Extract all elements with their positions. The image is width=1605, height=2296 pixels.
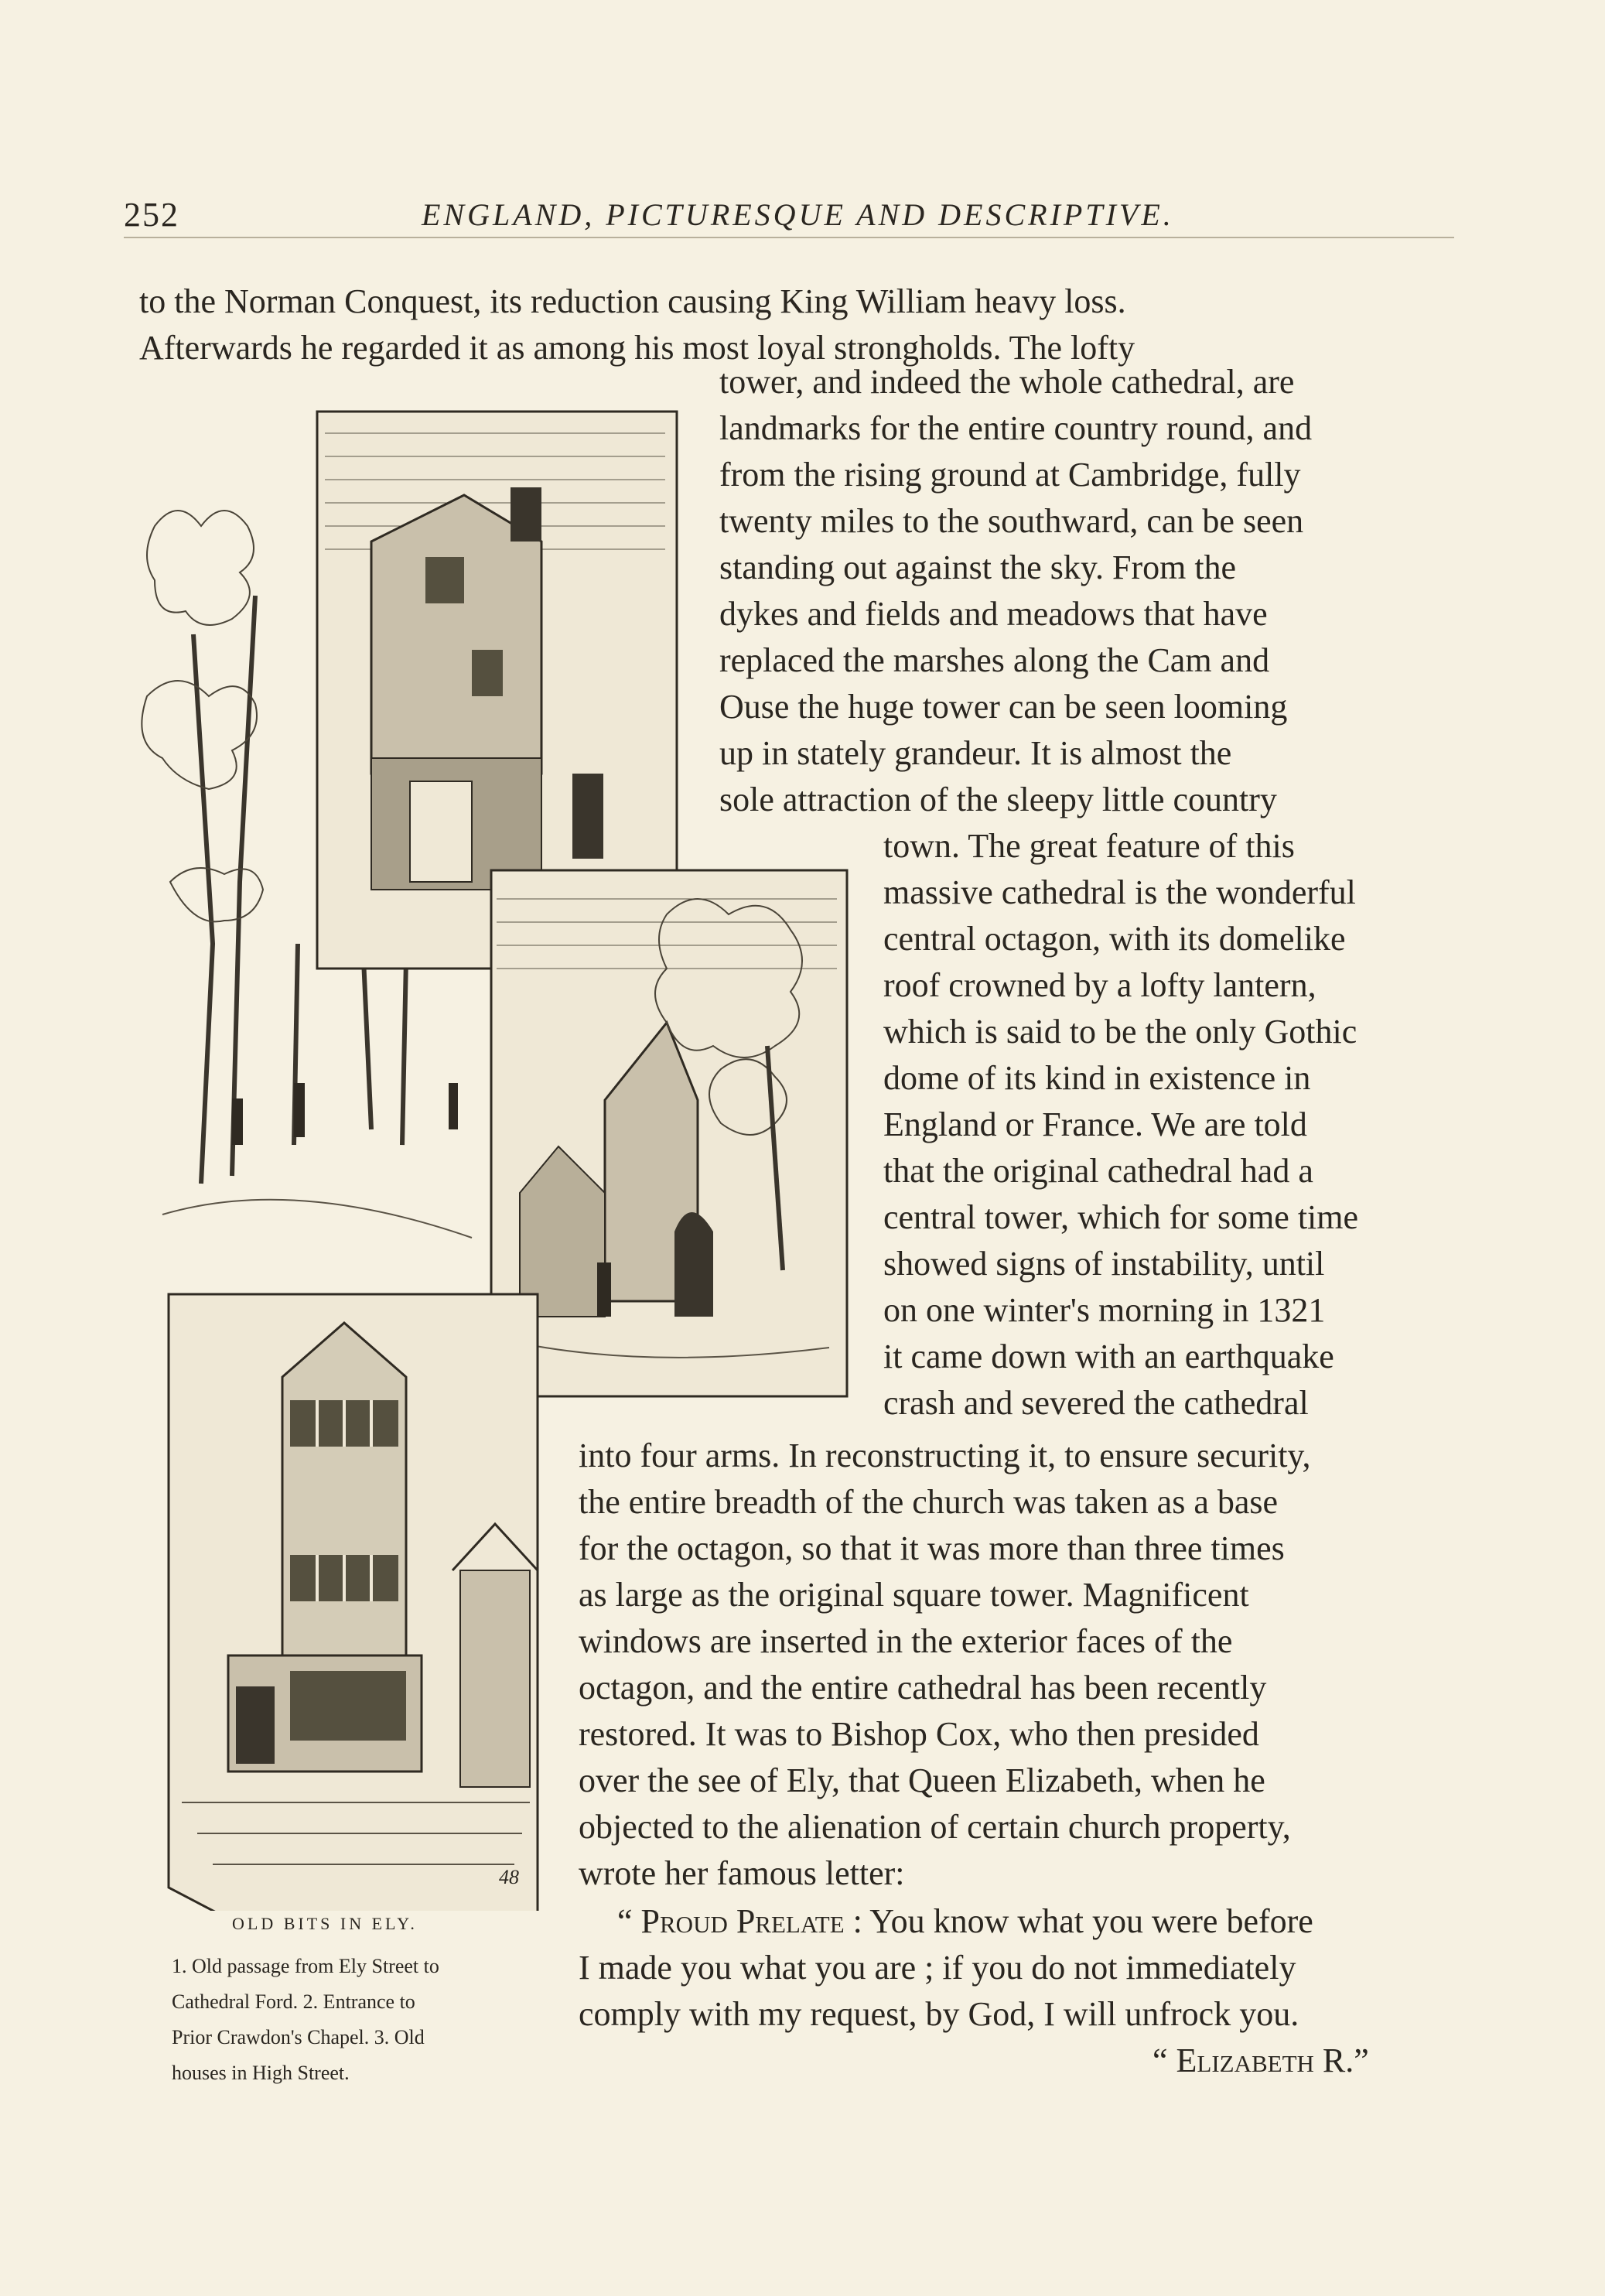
letter-line-1: [617, 1898, 1313, 1945]
body-line: that the original cathedral had a: [883, 1152, 1313, 1190]
body-line: from the rising ground at Cambridge, fully: [719, 456, 1301, 494]
body-line: massive cathedral is the wonderful: [883, 873, 1356, 911]
body-line: as large as the original square tower. Magnificent: [579, 1576, 1249, 1614]
caption-title: OLD BITS IN ELY.: [232, 1914, 418, 1933]
body-line: octagon, and the entire cathedral has been recently: [579, 1669, 1267, 1707]
body-line: Ouse the huge tower can be seen looming: [719, 688, 1288, 726]
body-line: on one winter's morning in 1321: [883, 1291, 1326, 1329]
body-line: over the see of Ely, that Queen Elizabeth, when he: [579, 1761, 1265, 1799]
body-line: to the Norman Conquest, its reduction causing King William heavy loss.: [139, 282, 1126, 320]
letter-line-2: I made you what you are ; if you do not immediately: [579, 1949, 1296, 1987]
body-line: town. The great feature of this: [883, 827, 1295, 865]
running-head: ENGLAND, PICTURESQUE AND DESCRIPTIVE.: [422, 197, 1174, 232]
body-line: it came down with an earthquake: [883, 1338, 1334, 1375]
caption-line: houses in High Street.: [172, 2062, 350, 2084]
page-number: 252: [124, 196, 179, 234]
header-rule: [124, 237, 1454, 238]
body-line: sole attraction of the sleepy little country: [719, 781, 1277, 818]
body-line: showed signs of instability, until: [883, 1245, 1325, 1283]
letter-line-3: comply with my request, by God, I will unfrock you.: [579, 1995, 1299, 2033]
letter-signature: “ Elizabeth R.”: [1153, 2041, 1369, 2079]
body-line: the entire breadth of the church was taken as a base: [579, 1483, 1279, 1521]
body-line: windows are inserted in the exterior faces of the: [579, 1622, 1233, 1660]
body-line: objected to the alienation of certain church property,: [579, 1808, 1291, 1846]
body-line: wrote her famous letter:: [579, 1854, 905, 1892]
body-line: central octagon, with its domelike: [883, 920, 1346, 958]
body-line: dome of its kind in existence in: [883, 1059, 1311, 1097]
caption-line: Cathedral Ford. 2. Entrance to: [172, 1990, 415, 2013]
letter-salutation: “ Proud Prelate :: [617, 1902, 862, 1940]
body-line: dykes and fields and meadows that have: [719, 595, 1268, 633]
body-line: roof crowned by a lofty lantern,: [883, 966, 1316, 1004]
body-line: tower, and indeed the whole cathedral, are: [719, 363, 1295, 401]
letter-line-1-text: You know what you were before: [869, 1902, 1313, 1940]
body-line: England or France. We are told: [883, 1105, 1307, 1143]
page-header: [124, 195, 1454, 241]
body-line: restored. It was to Bishop Cox, who then presided: [579, 1715, 1259, 1753]
caption-line: 1. Old passage from Ely Street to: [172, 1955, 439, 1977]
body-line: twenty miles to the southward, can be seen: [719, 502, 1304, 540]
illustration-old-houses: [166, 1292, 553, 1911]
caption-line: Prior Crawdon's Chapel. 3. Old: [172, 2026, 425, 2048]
body-line: landmarks for the entire country round, and: [719, 409, 1313, 447]
body-line: into four arms. In reconstructing it, to ensure security,: [579, 1437, 1311, 1474]
body-line: standing out against the sky. From the: [719, 548, 1237, 586]
body-line: crash and severed the cathedral: [883, 1384, 1309, 1422]
artist-mark: 48: [499, 1866, 519, 1888]
body-line: replaced the marshes along the Cam and: [719, 641, 1270, 679]
body-line: central tower, which for some time: [883, 1198, 1359, 1236]
body-line: for the octagon, so that it was more than three times: [579, 1529, 1285, 1567]
body-line: which is said to be the only Gothic: [883, 1013, 1357, 1051]
body-line: up in stately grandeur. It is almost the: [719, 734, 1232, 772]
body-line: Afterwards he regarded it as among his most loyal strongholds. The lofty: [139, 329, 1135, 367]
